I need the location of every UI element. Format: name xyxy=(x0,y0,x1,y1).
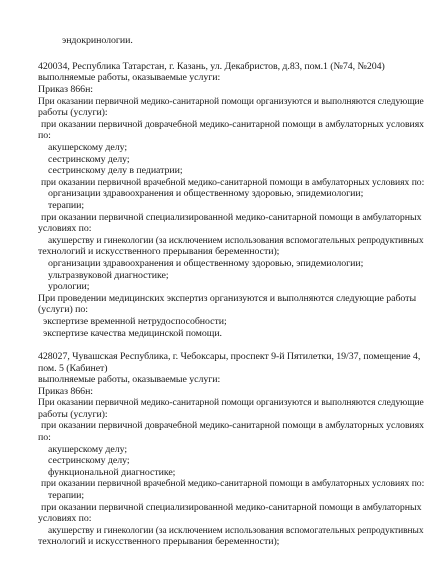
text-line: организации здравоохранения и общественному здоровью, эпидемиологии; xyxy=(48,258,364,269)
text-line: акушерскому делу; xyxy=(48,444,128,455)
text-line: при оказании первичной специализированной медико-санитарной помощи в амбулаторных xyxy=(41,212,422,223)
text-line: сестринскому делу в педиатрии; xyxy=(48,165,183,176)
text-line: технологий и искусственного прерывания беременности); xyxy=(38,536,280,547)
text-line: при оказании первичной доврачебной медико-санитарной помощи в амбулаторных условиях xyxy=(41,119,425,130)
text-line: функциональной диагностике; xyxy=(48,467,176,478)
text-line: по: xyxy=(38,130,51,141)
address-line: 428027, Чувашская Республика, г. Чебоксары, проспект 9-й Пятилетки, 19/37, помещение 4, xyxy=(38,351,421,362)
text-line: (услуги) по: xyxy=(38,304,88,315)
text-line: Приказ 866н: xyxy=(38,386,93,397)
text-line: эндокринологии. xyxy=(62,35,133,46)
text-line: При оказании первичной медико-санитарной помощи организуются и выполняются следующие xyxy=(38,397,424,408)
text-line: выполняемые работы, оказываемые услуги: xyxy=(38,72,221,83)
text-line: сестринскому делу; xyxy=(48,455,130,466)
text-line: терапии; xyxy=(48,490,85,501)
address-line: 420034, Республика Татарстан, г. Казань, ул. Декабристов, д.83, пом.1 (№74, №204) xyxy=(38,61,385,72)
text-line: пом. 5 (Кабинет) xyxy=(38,363,108,374)
text-line: акушерству и гинекологии (за исключением использования вспомогательных репродуктивных xyxy=(48,235,424,246)
text-line: условиях по: xyxy=(38,223,92,234)
text-line: При оказании первичной медико-санитарной помощи организуются и выполняются следующие xyxy=(38,96,424,107)
text-line: акушерскому делу; xyxy=(48,142,128,153)
text-line: по: xyxy=(38,432,51,443)
text-line: условиях по: xyxy=(38,513,92,524)
text-line: Приказ 866н: xyxy=(38,84,93,95)
text-line: ультразвуковой диагностике; xyxy=(48,270,169,281)
text-line: при оказании первичной доврачебной медико-санитарной помощи в амбулаторных условиях xyxy=(41,420,425,431)
text-line: урологии; xyxy=(48,281,90,292)
text-line: организации здравоохранения и общественному здоровью, эпидемиологии; xyxy=(48,188,364,199)
text-line: терапии; xyxy=(48,200,85,211)
text-line: при оказании первичной врачебной медико-санитарной помощи в амбулаторных условиях по: xyxy=(41,177,425,188)
text-line: работы (услуги): xyxy=(38,409,108,420)
text-line: выполняемые работы, оказываемые услуги: xyxy=(38,374,221,385)
text-line: работы (услуги): xyxy=(38,107,108,118)
text-line: сестринскому делу; xyxy=(48,154,130,165)
text-line: При проведении медицинских экспертиз организуются и выполняются следующие работы xyxy=(38,293,417,304)
text-line: технологий и искусственного прерывания беременности); xyxy=(38,246,280,257)
text-line: акушерству и гинекологии (за исключением использования вспомогательных репродуктивных xyxy=(48,525,424,536)
text-line: при оказании первичной специализированной медико-санитарной помощи в амбулаторных xyxy=(41,502,422,513)
text-line: при оказании первичной врачебной медико-санитарной помощи в амбулаторных условиях по: xyxy=(41,478,425,489)
text-line: экспертизе временной нетрудоспособности; xyxy=(43,316,227,327)
text-line: экспертизе качества медицинской помощи. xyxy=(43,328,222,339)
